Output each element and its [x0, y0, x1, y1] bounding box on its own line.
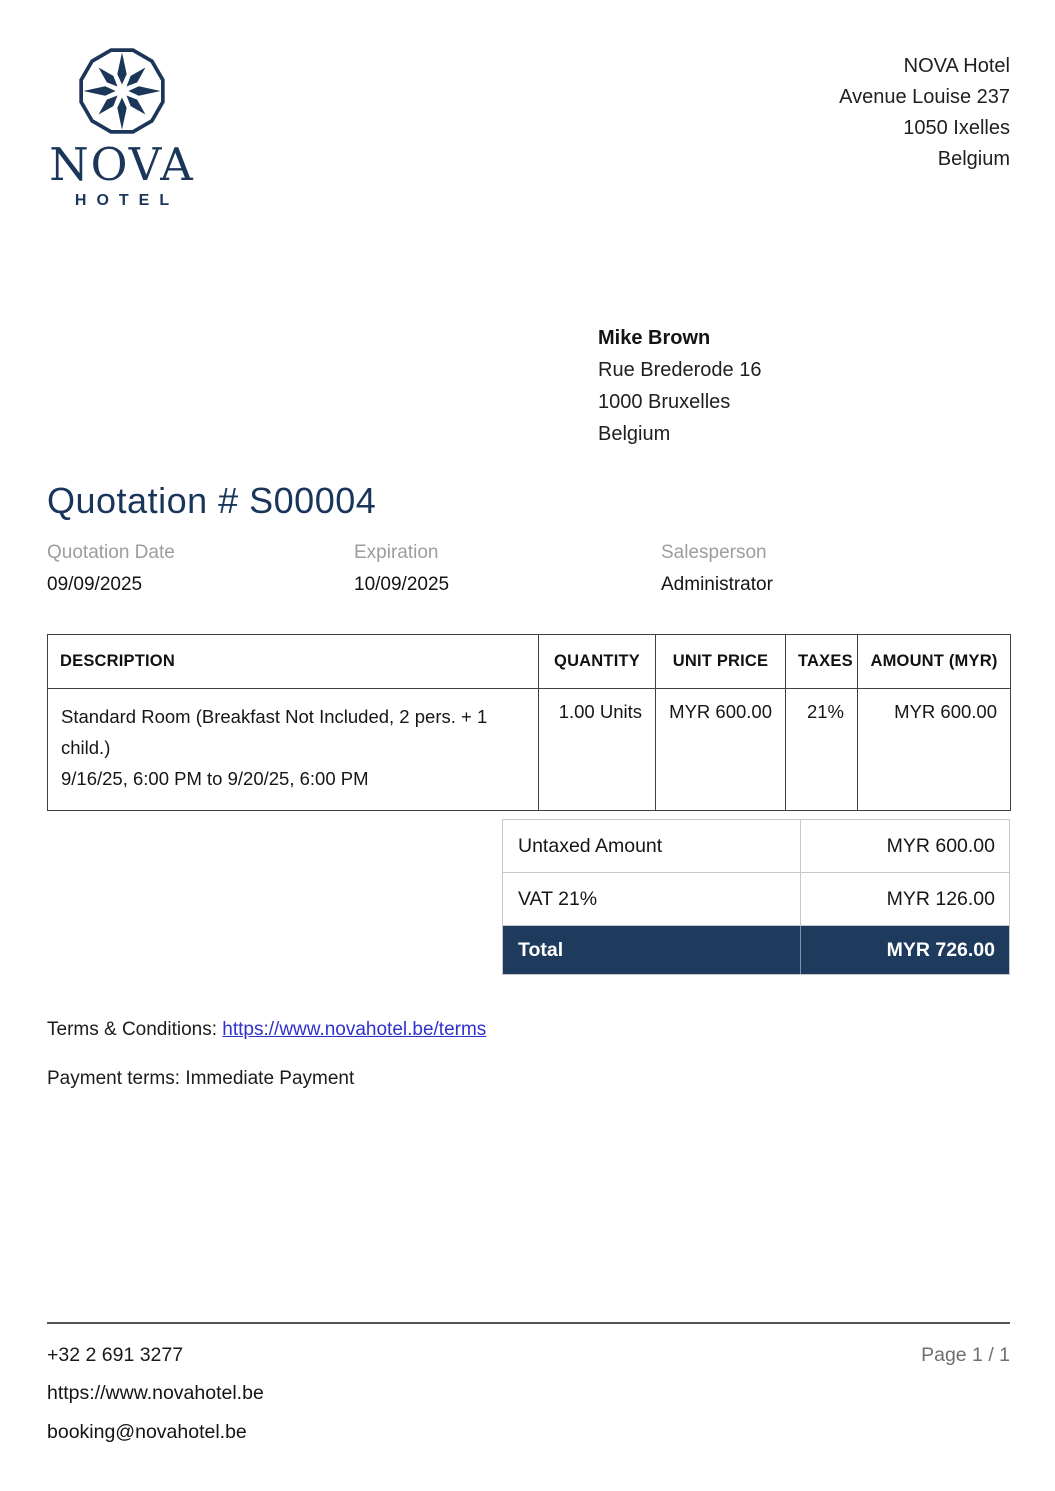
customer-address-line: 1000 Bruxelles	[598, 391, 731, 414]
compass-star	[83, 52, 160, 129]
vat-value: MYR 126.00	[800, 873, 1009, 925]
customer-address-line: Rue Brederode 16	[598, 359, 762, 382]
meta-label: Salesperson	[661, 542, 767, 564]
total-value: MYR 726.00	[800, 926, 1009, 974]
line-items-table	[47, 634, 1011, 811]
totals-table	[502, 819, 1010, 975]
column-header-quantity: QUANTITY	[539, 635, 656, 689]
page-title: Quotation # S00004	[47, 480, 377, 522]
customer-name: Mike Brown	[598, 327, 711, 350]
terms-and-conditions	[47, 1019, 1010, 1041]
item-unit-price: MYR 600.00	[656, 689, 786, 811]
column-header-description: DESCRIPTION	[48, 635, 539, 689]
untaxed-amount-row	[503, 820, 1009, 873]
compass-rose-icon	[76, 45, 168, 137]
customer-address-block	[598, 322, 1010, 450]
footer-email: booking@novahotel.be	[47, 1421, 247, 1443]
meta-label: Quotation Date	[47, 542, 175, 564]
meta-expiration	[354, 542, 661, 596]
column-header-taxes: TAXES	[786, 635, 858, 689]
meta-label: Expiration	[354, 542, 439, 564]
terms-label: Terms & Conditions:	[47, 1019, 218, 1041]
item-taxes: 21%	[786, 689, 858, 811]
customer-address-line: Belgium	[598, 423, 671, 446]
meta-salesperson	[661, 542, 968, 596]
vat-label: VAT 21%	[518, 887, 598, 910]
hotel-logo	[47, 45, 197, 210]
hotel-address-line: Avenue Louise 237	[839, 86, 1010, 108]
hotel-address	[839, 45, 1010, 175]
vat-row	[503, 873, 1009, 926]
hotel-address-line: NOVA Hotel	[903, 55, 1010, 77]
untaxed-amount-value: MYR 600.00	[800, 820, 1009, 872]
payment-terms: Payment terms: Immediate Payment	[47, 1068, 355, 1090]
total-label: Total	[518, 938, 564, 961]
untaxed-amount-label: Untaxed Amount	[518, 834, 663, 857]
column-header-unit-price: UNIT PRICE	[656, 635, 786, 689]
item-date-range: 9/16/25, 6:00 PM to 9/20/25, 6:00 PM	[61, 768, 369, 790]
item-amount: MYR 600.00	[858, 689, 1011, 811]
logo-wordmark: NOVA	[49, 138, 195, 191]
document-meta	[47, 542, 1010, 596]
hotel-address-line: Belgium	[937, 148, 1010, 170]
item-description: Standard Room (Breakfast Not Included, 2 pers. + 1 child.)	[61, 706, 488, 759]
footer-phone: +32 2 691 3277	[47, 1344, 184, 1366]
item-description-cell	[48, 689, 539, 811]
meta-value: 09/09/2025	[47, 574, 143, 596]
column-header-amount: AMOUNT (MYR)	[858, 635, 1011, 689]
meta-quotation-date	[47, 542, 354, 596]
page-number: Page 1 / 1	[921, 1344, 1010, 1366]
meta-value: 10/09/2025	[354, 574, 450, 596]
total-row	[503, 926, 1009, 974]
header	[47, 45, 1010, 210]
terms-link[interactable]: https://www.novahotel.be/terms	[222, 1019, 487, 1041]
footer-website: https://www.novahotel.be	[47, 1382, 264, 1404]
item-quantity: 1.00 Units	[539, 689, 656, 811]
table-row	[48, 689, 1011, 811]
footer	[47, 1322, 1010, 1445]
meta-value: Administrator	[661, 574, 773, 596]
hotel-address-line: 1050 Ixelles	[903, 117, 1010, 139]
logo-subtitle: HOTEL	[74, 192, 180, 210]
table-header-row	[48, 635, 1011, 689]
